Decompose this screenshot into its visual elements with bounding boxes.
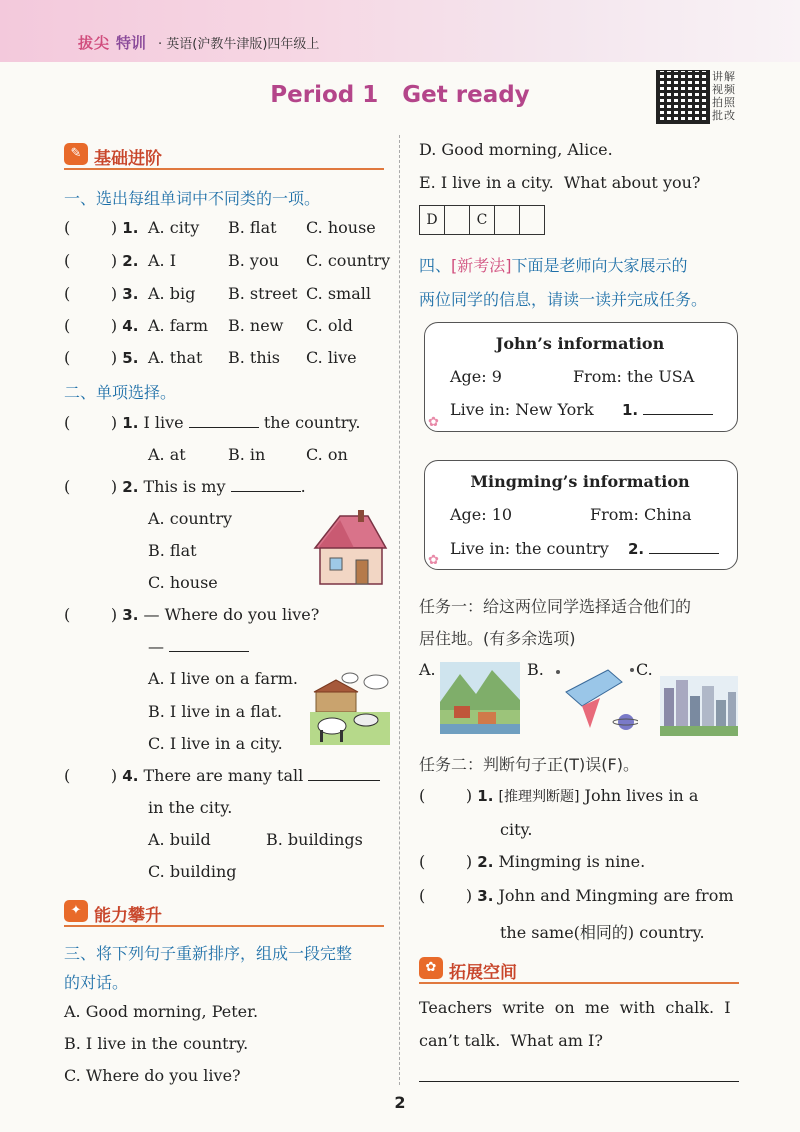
opt-a: A. farm: [148, 316, 209, 335]
answer-paren[interactable]: ( ): [64, 605, 118, 624]
john-blank: [622, 400, 713, 419]
mingming-live: Live in: the country: [450, 539, 609, 558]
judge-text: Mingming is nine.: [498, 852, 646, 871]
blank-number: 1.: [622, 401, 639, 419]
part2-title: 二、单项选择。: [64, 383, 177, 402]
order-slot-5[interactable]: [520, 206, 545, 235]
part3-title-2: 的对话。: [64, 973, 129, 992]
opt-c: C. building: [148, 862, 237, 881]
q-number: 1.: [122, 219, 139, 237]
section-ability-line: [64, 925, 384, 927]
q3-reply: [148, 637, 249, 656]
paw-icon: ✿: [428, 415, 439, 430]
qr-code-icon[interactable]: [656, 70, 710, 124]
farm-illustration: [310, 670, 390, 745]
mingming-blank: [628, 539, 719, 558]
city-image: [660, 676, 738, 736]
order-slot-3[interactable]: C: [470, 206, 495, 235]
section-expand-icon: ✿: [419, 957, 443, 979]
opt-b: B. buildings: [266, 830, 363, 849]
opt-c: C. house: [306, 218, 376, 237]
section-ability-title: 能力攀升: [94, 906, 162, 926]
subject-label: · 英语(沪教牛津版)四年级上: [158, 37, 320, 52]
option-b-label: B.: [527, 660, 544, 679]
answer-paren[interactable]: ( ): [64, 413, 118, 432]
riddle-line-1: Teachers write on me with chalk. I: [419, 998, 731, 1017]
dialogue-line-b: B. I live in the country.: [64, 1034, 249, 1053]
part4-prefix: 四、: [419, 256, 452, 275]
order-slot-2[interactable]: [445, 206, 470, 235]
dialogue-line-e: E. I live in a city. What about you?: [419, 173, 701, 192]
house-illustration: [310, 508, 390, 588]
space-image: [548, 662, 638, 734]
order-slot-4[interactable]: [495, 206, 520, 235]
task1-title-2: 居住地。(有多余选项): [419, 629, 576, 648]
part1-row-3: [64, 284, 138, 303]
opt-a: A. city: [148, 218, 200, 237]
answer-paren[interactable]: ( ): [64, 348, 118, 367]
section-basic-line: [64, 168, 384, 170]
order-answer-grid: [419, 205, 545, 235]
john-from: From: the USA: [573, 367, 695, 386]
judge-1: [419, 786, 698, 806]
brand-logo-a: 拔尖: [78, 34, 111, 52]
judge-1-cont: city.: [500, 820, 533, 839]
q-number: 4.: [122, 317, 139, 335]
q-number: 2.: [477, 853, 494, 871]
answer-paren[interactable]: ( ): [64, 284, 118, 303]
section-ability-icon: ✦: [64, 900, 88, 922]
opt-c: C. live: [306, 348, 357, 367]
part4-title-1: [419, 253, 688, 276]
q4-stem-2: in the city.: [148, 798, 233, 817]
opt-b: B. flat: [228, 218, 277, 237]
riddle-answer-line[interactable]: [419, 1080, 739, 1082]
qr-label: 讲解视频拍照批改: [712, 70, 736, 122]
q-stem: This is my: [143, 477, 226, 496]
opt-a: A. I live on a farm.: [148, 669, 298, 688]
opt-c: C. country: [306, 251, 391, 270]
judge-3: [419, 886, 734, 905]
fill-blank[interactable]: [649, 539, 719, 554]
q-number: 4.: [122, 767, 139, 785]
q-number: 3.: [122, 285, 139, 303]
reasoning-tag: [推理判断题]: [498, 789, 580, 805]
part2-q3: [64, 605, 319, 624]
answer-paren[interactable]: ( ): [64, 218, 118, 237]
opt-b: B. this: [228, 348, 280, 367]
answer-paren[interactable]: ( ): [419, 852, 473, 871]
opt-c: C. house: [148, 573, 218, 592]
opt-c: C. small: [306, 284, 371, 303]
section-basic-title: 基础进阶: [94, 149, 162, 169]
answer-paren[interactable]: ( ): [64, 477, 118, 496]
fill-blank[interactable]: [643, 400, 713, 415]
part1-row-1: [64, 218, 138, 237]
part1-title: 一、选出每组单词中不同类的一项。: [64, 189, 321, 208]
q-stem: I live: [143, 413, 184, 432]
section-basic-icon: ✎: [64, 143, 88, 165]
new-method-tag: [新考法]: [451, 256, 512, 275]
dialogue-line-d: D. Good morning, Alice.: [419, 140, 613, 159]
q-number: 3.: [477, 887, 494, 905]
opt-a: A. that: [148, 348, 203, 367]
judge-text: John and Mingming are from: [498, 886, 734, 905]
dialogue-line-a: A. Good morning, Peter.: [64, 1002, 259, 1021]
q-stem-end: the country.: [263, 413, 361, 432]
countryside-image: [440, 662, 520, 734]
opt-c: C. old: [306, 316, 353, 335]
judge-2: [419, 852, 645, 871]
q-number: 2.: [122, 478, 139, 496]
option-c-label: C.: [636, 660, 653, 679]
section-expand-line: [419, 982, 739, 984]
answer-paren[interactable]: ( ): [419, 786, 473, 805]
part2-q4: [64, 766, 380, 785]
part1-row-4: [64, 316, 138, 335]
opt-a: A. I: [148, 251, 177, 270]
answer-paren[interactable]: ( ): [419, 886, 473, 905]
page-number: 2: [394, 1093, 406, 1112]
judge-3-cont: the same(相同的) country.: [500, 923, 705, 942]
column-divider: [399, 135, 400, 1085]
brand-logo-b: 特训: [116, 34, 147, 52]
opt-a: A. at: [148, 445, 186, 464]
answer-paren[interactable]: ( ): [64, 251, 118, 270]
opt-b: B. in: [228, 445, 266, 464]
opt-b: B. you: [228, 251, 279, 270]
answer-paren[interactable]: ( ): [64, 316, 118, 335]
order-slot-1[interactable]: D: [420, 206, 445, 235]
q-number: 2.: [122, 252, 139, 270]
q-stem-end: .: [300, 477, 306, 496]
q-stem: There are many tall: [143, 766, 304, 785]
fill-blank[interactable]: [169, 637, 249, 652]
answer-paren[interactable]: ( ): [64, 766, 118, 785]
opt-b: B. I live in a flat.: [148, 702, 283, 721]
fill-blank[interactable]: [231, 477, 301, 492]
page-title: Period 1 Get ready: [270, 82, 530, 108]
paw-icon: ✿: [428, 553, 439, 568]
opt-b: B. new: [228, 316, 284, 335]
reply-dash: —: [148, 637, 164, 656]
q-number: 5.: [122, 349, 139, 367]
opt-c: C. on: [306, 445, 348, 464]
q-number: 3.: [122, 606, 139, 624]
john-card-title: John’s information: [495, 334, 665, 353]
task1-title-1: 任务一：给这两位同学选择适合他们的: [419, 597, 692, 616]
part4-title-2: 两位同学的信息，请读一读并完成任务。: [419, 290, 708, 309]
part3-title-1: 三、将下列句子重新排序，组成一段完整: [64, 944, 353, 963]
riddle-line-2: can’t talk. What am I?: [419, 1031, 603, 1050]
blank-number: 2.: [628, 540, 645, 558]
part1-row-2: [64, 251, 138, 270]
part4-title-text: 下面是老师向大家展示的: [511, 256, 688, 275]
q-number: 1.: [477, 787, 494, 805]
opt-a: A. build: [148, 830, 211, 849]
dialogue-line-c: C. Where do you live?: [64, 1066, 241, 1085]
fill-blank[interactable]: [189, 413, 259, 428]
john-age: Age: 9: [450, 367, 502, 386]
opt-b: B. street: [228, 284, 298, 303]
john-live: Live in: New York: [450, 400, 594, 419]
section-expand-title: 拓展空间: [449, 963, 517, 983]
judge-text: John lives in a: [584, 786, 699, 805]
mingming-from: From: China: [590, 505, 692, 524]
option-a-label: A.: [419, 660, 436, 679]
mingming-age: Age: 10: [450, 505, 513, 524]
opt-a: A. big: [148, 284, 196, 303]
part1-row-5: [64, 348, 138, 367]
part2-q2: [64, 477, 306, 496]
part2-q1: [64, 413, 360, 432]
opt-a: A. country: [148, 509, 233, 528]
opt-b: B. flat: [148, 541, 197, 560]
mingming-card-title: Mingming’s information: [470, 472, 690, 491]
q-stem: — Where do you live?: [143, 605, 320, 624]
task2-title: 任务二：判断句子正(T)误(F)。: [419, 755, 639, 774]
fill-blank[interactable]: [308, 766, 380, 781]
q-number: 1.: [122, 414, 139, 432]
opt-c: C. I live in a city.: [148, 734, 283, 753]
